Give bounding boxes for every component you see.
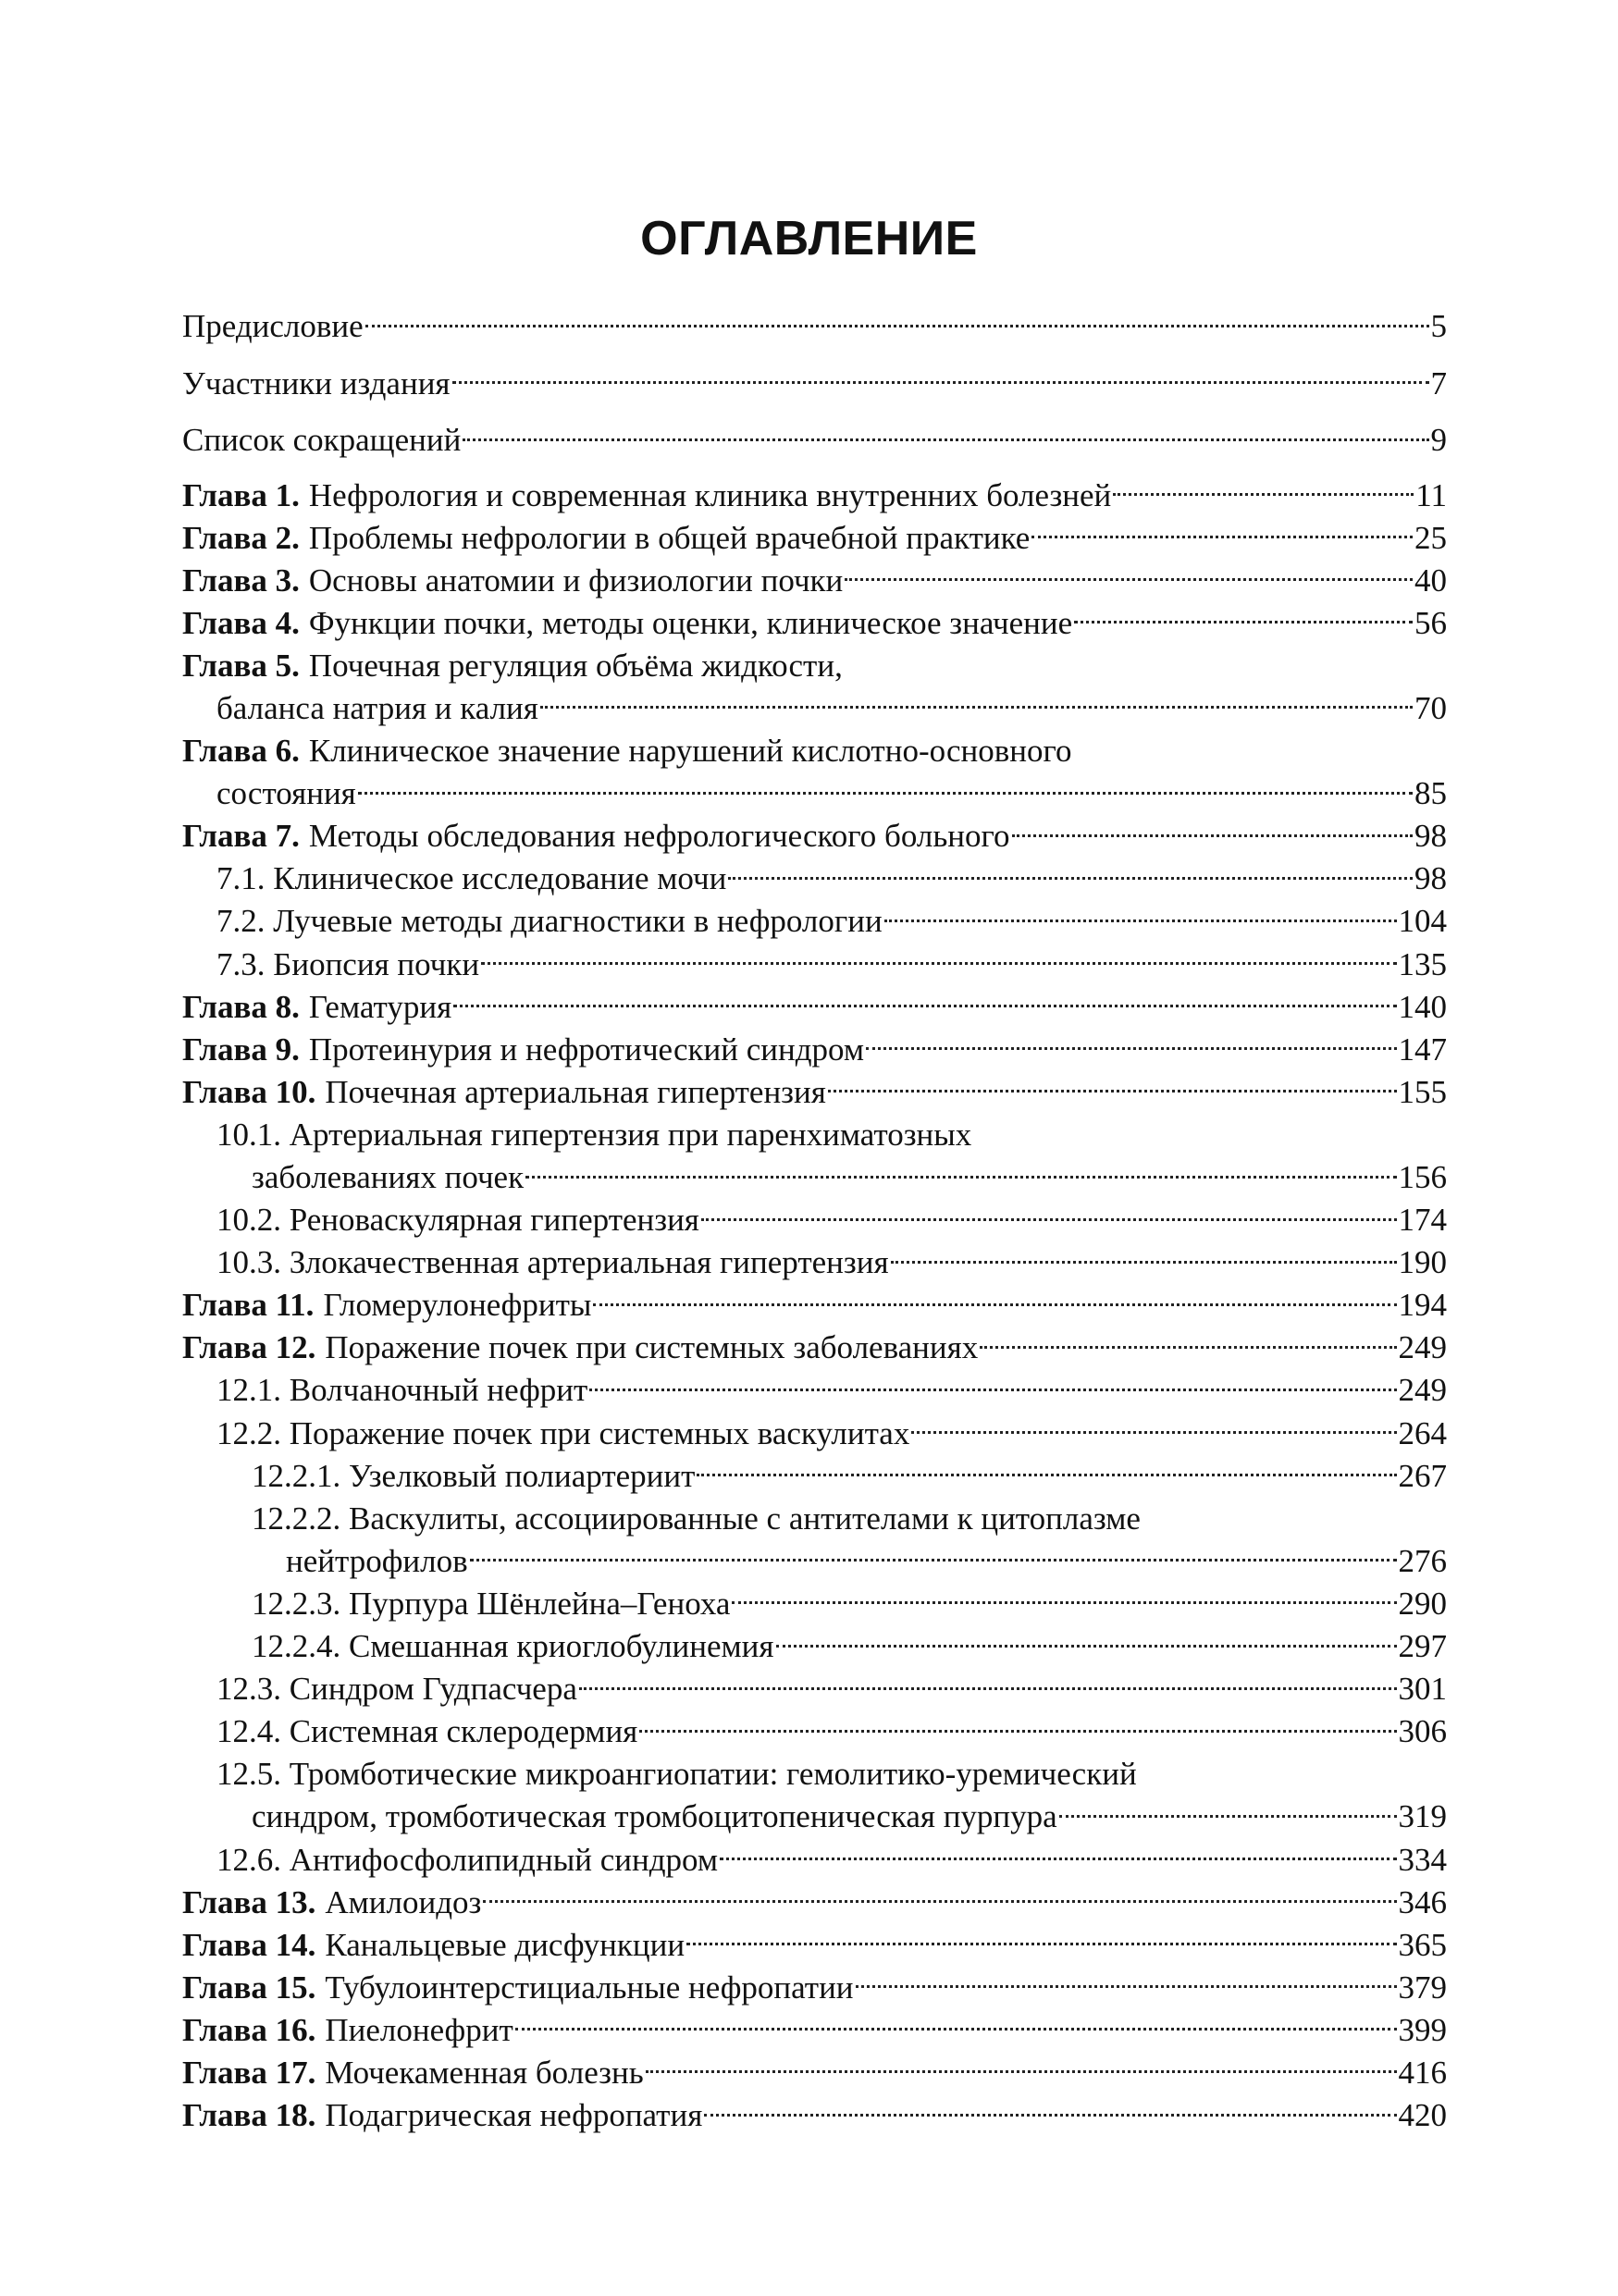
toc-entry-title: Проблемы нефрологии в общей врачебной практике <box>308 519 1031 556</box>
toc-entry-chapter-label: Глава 14. <box>182 1926 316 1963</box>
toc-entry-chapter-label: Глава 9. <box>182 1031 300 1068</box>
toc-entry[interactable] <box>182 858 1447 900</box>
toc-entry-page-number: 147 <box>1398 1031 1447 1068</box>
toc-entry-title: Канальцевые дисфункции <box>325 1926 685 1963</box>
toc-entry-title: Клиническое значение нарушений кислотно-основного <box>308 733 1072 770</box>
toc-entry-page-number: 140 <box>1398 988 1447 1025</box>
toc-entry-title: Поражение почек при системных заболеваниях <box>325 1329 979 1366</box>
dot-leader <box>481 962 1396 965</box>
toc-entry-chapter-label: Глава 12. <box>182 1329 316 1366</box>
toc-entry-title: 12.2. Поражение почек при системных васкулитах <box>216 1414 910 1451</box>
dot-leader <box>1113 493 1414 496</box>
toc-entry-page-number: 365 <box>1398 1926 1447 1963</box>
toc-entry[interactable] <box>182 1029 1447 1071</box>
toc-entry[interactable] <box>182 355 1447 413</box>
toc-entry-title: 12.4. Системная склеродермия <box>216 1713 638 1750</box>
toc-entry[interactable] <box>182 1284 1447 1327</box>
dot-leader <box>732 1601 1396 1604</box>
dot-leader <box>365 325 1429 327</box>
toc-entry-title: 12.2.3. Пурпура Шёнлейна–Геноха <box>252 1585 731 1622</box>
toc-entry-chapter-label: Глава 3. <box>182 562 300 599</box>
toc-entry-title: 12.2.1. Узелковый полиартериит <box>252 1457 696 1494</box>
toc-entry-title: 7.2. Лучевые методы диагностики в нефрологии <box>216 903 883 940</box>
dot-leader <box>639 1730 1396 1733</box>
toc-entry[interactable] <box>182 1753 1447 1838</box>
toc-entry[interactable] <box>182 602 1447 645</box>
toc-entry[interactable] <box>182 298 1447 355</box>
toc-entry-title: Основы анатомии и физиологии почки <box>308 562 844 599</box>
toc-entry[interactable] <box>182 1839 1447 1882</box>
toc-entry-title: 12.2.4. Смешанная криоглобулинемия <box>252 1628 774 1665</box>
table-of-contents <box>182 298 1447 2137</box>
toc-entry-page-number: 306 <box>1398 1713 1447 1750</box>
dot-leader <box>589 1389 1396 1391</box>
toc-entry[interactable] <box>182 1710 1447 1753</box>
toc-entry-title: Тубулоинтерстициальные нефропатии <box>325 1969 854 2006</box>
toc-entry-title: Подагрическая нефропатия <box>325 2097 703 2134</box>
toc-entry-page-number: 249 <box>1398 1372 1447 1409</box>
toc-entry-title: 10.1. Артериальная гипертензия при паренхиматозных <box>216 1116 972 1153</box>
toc-entry-page-number: 379 <box>1398 1969 1447 2006</box>
toc-entry-title-continuation: баланса натрия и калия <box>216 689 538 726</box>
toc-entry-chapter-label: Глава 18. <box>182 2097 316 2134</box>
dot-leader <box>697 1474 1396 1476</box>
dot-leader <box>728 877 1413 880</box>
dot-leader <box>884 920 1397 922</box>
toc-entry-title: Предисловие <box>182 308 364 344</box>
toc-entry-title: 12.2.2. Васкулиты, ассоциированные с антителами к цитоплазме <box>252 1500 1141 1537</box>
toc-entry[interactable] <box>182 645 1447 730</box>
dot-leader <box>856 1985 1397 1988</box>
toc-entry-title: 10.2. Реноваскулярная гипертензия <box>216 1202 699 1239</box>
dot-leader <box>483 1900 1396 1903</box>
dot-leader <box>593 1303 1396 1306</box>
toc-entry[interactable] <box>182 1071 1447 1114</box>
toc-entry[interactable] <box>182 1114 1447 1199</box>
dot-leader <box>1059 1815 1397 1818</box>
toc-entry[interactable] <box>182 1413 1447 1455</box>
toc-entry[interactable] <box>182 412 1447 469</box>
toc-entry[interactable] <box>182 986 1447 1029</box>
toc-entry-title: Список сокращений <box>182 422 462 458</box>
toc-entry[interactable] <box>182 944 1447 986</box>
toc-entry-page-number: 194 <box>1398 1287 1447 1324</box>
toc-entry-page-number: 104 <box>1398 903 1447 940</box>
toc-entry-page-number: 135 <box>1398 945 1447 982</box>
dot-leader <box>646 2070 1397 2073</box>
toc-entry-title: Гематурия <box>308 988 452 1025</box>
dot-leader <box>828 1090 1397 1092</box>
toc-entry-title: Почечная артериальная гипертензия <box>325 1073 826 1110</box>
toc-entry-page-number: 264 <box>1398 1414 1447 1451</box>
dot-leader <box>540 706 1413 709</box>
toc-entry-chapter-label: Глава 1. <box>182 476 300 513</box>
toc-entry-title: Почечная регуляция объёма жидкости, <box>308 647 843 684</box>
toc-entry-page-number: 290 <box>1398 1585 1447 1622</box>
toc-entry-chapter-label: Глава 5. <box>182 647 300 684</box>
toc-entry-page-number: 40 <box>1414 562 1447 599</box>
toc-entry-page-number: 25 <box>1414 519 1447 556</box>
toc-entry-title: 12.6. Антифосфолипидный синдром <box>216 1841 718 1878</box>
toc-entry[interactable] <box>182 1199 1447 1241</box>
toc-entry[interactable] <box>182 1668 1447 1710</box>
toc-entry-title: Функции почки, методы оценки, клиническое значение <box>308 604 1073 641</box>
toc-entry-title: 12.5. Тромботические микроангиопатии: гемолитико-уремический <box>216 1756 1137 1793</box>
page-title: ОГЛАВЛЕНИЕ <box>640 212 978 265</box>
toc-entry-chapter-label: Глава 6. <box>182 733 300 770</box>
toc-entry-page-number: 319 <box>1398 1798 1447 1835</box>
toc-entry-title: Участники издания <box>182 364 451 401</box>
toc-entry-page-number: 98 <box>1414 818 1447 855</box>
toc-entry-page-number: 5 <box>1430 308 1447 344</box>
toc-entry[interactable] <box>182 1625 1447 1668</box>
toc-entry-title-continuation: нейтрофилов <box>286 1542 468 1579</box>
toc-entry-title: Пиелонефрит <box>325 2011 513 2048</box>
toc-entry-title: 12.3. Синдром Гудпасчера <box>216 1671 577 1708</box>
toc-entry-title: 10.3. Злокачественная артериальная гипертензия <box>216 1244 889 1281</box>
toc-entry-page-number: 190 <box>1398 1244 1447 1281</box>
toc-entry[interactable] <box>182 2052 1447 2094</box>
dot-leader <box>980 1346 1396 1349</box>
toc-entry-page-number: 11 <box>1415 476 1447 513</box>
toc-entry-chapter-label: Глава 10. <box>182 1073 316 1110</box>
toc-entry[interactable] <box>182 517 1447 560</box>
dot-leader <box>470 1559 1397 1562</box>
toc-entry-page-number: 416 <box>1398 2054 1447 2091</box>
toc-entry[interactable] <box>182 1924 1447 1967</box>
toc-entry-title: 7.1. Клиническое исследование мочи <box>216 860 727 897</box>
toc-entry-page-number: 56 <box>1414 604 1447 641</box>
toc-entry[interactable] <box>182 1967 1447 2009</box>
dot-leader <box>525 1176 1396 1179</box>
dot-leader <box>1074 621 1413 623</box>
toc-entry-page-number: 9 <box>1430 422 1447 458</box>
dot-leader <box>358 792 1413 795</box>
toc-entry-chapter-label: Глава 15. <box>182 1969 316 2006</box>
toc-entry-title: 12.1. Волчаночный нефрит <box>216 1372 588 1409</box>
toc-entry[interactable] <box>182 2009 1447 2052</box>
toc-entry-page-number: 156 <box>1398 1159 1447 1195</box>
toc-entry[interactable] <box>182 475 1447 517</box>
toc-entry-page-number: 267 <box>1398 1457 1447 1494</box>
toc-entry-title-continuation: заболеваниях почек <box>252 1159 525 1195</box>
toc-entry-page-number: 276 <box>1398 1542 1447 1579</box>
dot-leader <box>686 1943 1396 1945</box>
toc-entry-title: Гломерулонефриты <box>323 1287 592 1324</box>
dot-leader <box>845 578 1413 581</box>
toc-entry[interactable] <box>182 730 1447 815</box>
toc-entry-page-number: 174 <box>1398 1202 1447 1239</box>
toc-entry-page-number: 85 <box>1414 775 1447 812</box>
toc-entry-chapter-label: Глава 17. <box>182 2054 316 2091</box>
toc-entry-page-number: 98 <box>1414 860 1447 897</box>
toc-entry-page-number: 334 <box>1398 1841 1447 1878</box>
toc-entry[interactable] <box>182 1327 1447 1369</box>
toc-entry[interactable] <box>182 1241 1447 1284</box>
toc-entry-page-number: 249 <box>1398 1329 1447 1366</box>
toc-entry-chapter-label: Глава 11. <box>182 1287 315 1324</box>
toc-entry[interactable] <box>182 1498 1447 1583</box>
toc-entry-page-number: 297 <box>1398 1628 1447 1665</box>
dot-leader <box>463 438 1428 441</box>
toc-entry-page-number: 70 <box>1414 689 1447 726</box>
toc-entry[interactable] <box>182 1455 1447 1498</box>
toc-entry-chapter-label: Глава 7. <box>182 818 300 855</box>
dot-leader <box>720 1858 1397 1860</box>
toc-entry-title: Методы обследования нефрологического больного <box>308 818 1010 855</box>
toc-entry[interactable] <box>182 1583 1447 1625</box>
toc-entry[interactable] <box>182 560 1447 602</box>
dot-leader <box>776 1645 1397 1648</box>
dot-leader <box>866 1047 1396 1050</box>
dot-leader <box>1012 834 1413 837</box>
toc-entry-title: Амилоидоз <box>325 1883 482 1920</box>
dot-leader <box>515 2028 1397 2031</box>
toc-entry-page-number: 420 <box>1398 2097 1447 2134</box>
toc-entry-chapter-label: Глава 8. <box>182 988 300 1025</box>
toc-entry[interactable] <box>182 2094 1447 2137</box>
toc-entry[interactable] <box>182 900 1447 943</box>
toc-entry-page-number: 301 <box>1398 1671 1447 1708</box>
dot-leader <box>453 1005 1396 1007</box>
dot-leader <box>891 1261 1397 1264</box>
toc-entry-title-continuation: синдром, тромботическая тромбоцитопеническая пурпура <box>252 1798 1057 1835</box>
toc-entry-chapter-label: Глава 16. <box>182 2011 316 2048</box>
toc-entry-chapter-label: Глава 2. <box>182 519 300 556</box>
toc-entry-title: Мочекаменная болезнь <box>325 2054 644 2091</box>
dot-leader <box>701 1218 1397 1221</box>
toc-entry-chapter-label: Глава 4. <box>182 604 300 641</box>
toc-entry-title: Нефрология и современная клиника внутренних болезней <box>308 476 1112 513</box>
toc-entry-page-number: 155 <box>1398 1073 1447 1110</box>
toc-entry-page-number: 399 <box>1398 2011 1447 2048</box>
toc-entry-title-continuation: состояния <box>216 775 356 812</box>
toc-entry-page-number: 7 <box>1430 364 1447 401</box>
toc-entry-page-number: 346 <box>1398 1883 1447 1920</box>
toc-entry[interactable] <box>182 1882 1447 1924</box>
toc-entry-title: 7.3. Биопсия почки <box>216 945 480 982</box>
dot-leader <box>704 2114 1396 2117</box>
toc-entry-chapter-label: Глава 13. <box>182 1883 316 1920</box>
dot-leader <box>579 1687 1397 1690</box>
dot-leader <box>452 381 1429 384</box>
toc-entry[interactable] <box>182 1369 1447 1412</box>
toc-entry-title: Протеинурия и нефротический синдром <box>308 1031 865 1068</box>
dot-leader <box>1031 536 1413 538</box>
dot-leader <box>911 1431 1396 1434</box>
toc-entry[interactable] <box>182 815 1447 858</box>
